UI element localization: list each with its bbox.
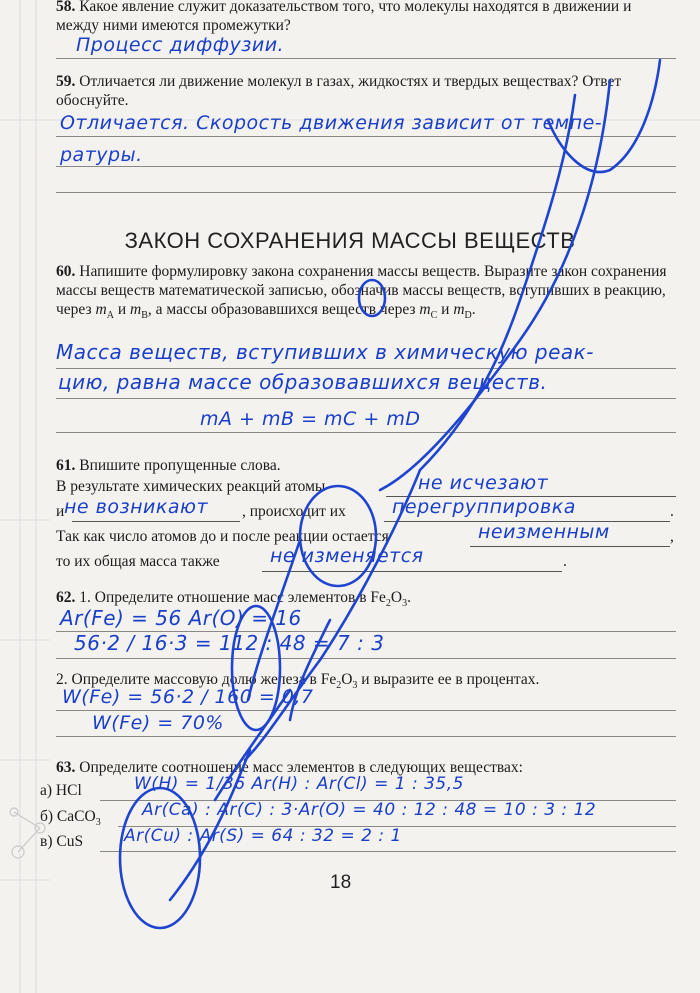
q60-and2: и [441,301,450,318]
answer-line [56,368,676,369]
q62-task2-text: 2. Определите массовую долю железа в Fe [56,671,337,688]
answer-line [56,432,676,433]
q60-answer-line1: Масса веществ, вступивших в химическую реак- [56,340,594,364]
q63-b-label [40,808,101,828]
q61-line1: В результате химических реакций атомы [56,478,326,495]
q60-and1: и [117,301,127,318]
q63-b-answer: Ar(Ca) : Ar(C) : 3·Ar(O) = 40 : 12 : 48 = 10 : 3 : 12 [142,800,597,820]
q62-task1-sub3: 3 [402,598,408,610]
answer-line [56,136,676,137]
q61-line3-end: , [670,528,674,545]
answer-line [56,58,676,59]
q59-answer-line1: Отличается. Скорость движения зависит от темпе- [60,112,603,134]
answer-line [56,736,676,737]
q63-text: Определите соотношение масс элементов в следующих веществах: [79,759,523,776]
q61-line4: то их общая масса также [56,553,220,570]
q60-formula: mA + mB = mC + mD [200,408,421,430]
q61-line4-end: . [563,553,567,570]
q60-period: . [471,301,476,318]
q62-ans1-line1: Ar(Fe) = 56 Ar(O) = 16 [60,606,302,630]
q62-ans2-line1: W(Fe) = 56·2 / 160 = 0,7 [62,686,314,708]
q62-task2-sub2: 2 [336,680,342,692]
q60-question [56,262,676,325]
answer-line [100,851,676,852]
q61-line2-end: . [670,503,674,520]
q60-number: 60. [56,263,76,280]
q60-text-part2: , а массы образовавшихся веществ через [147,301,416,318]
q61-instruction [56,456,676,475]
q62-task1-sub2: 2 [385,598,391,610]
q59-number: 59. [56,73,76,90]
q61-fill4: неизменным [478,521,610,543]
q61-fill2: не возникают [64,496,209,518]
answer-line [56,166,676,167]
q58-text: Какое явление служит доказательством того, что молекулы находятся в движении и между ними имеются промежутки? [56,0,632,34]
q58-answer: Процесс диффузии. [76,34,285,56]
q63-a-label: а) HCl [40,782,82,799]
q61-blank2 [72,521,240,522]
q63-b-label-text: б) CaCO [40,808,96,825]
q62-task1-text: 1. Определите отношение масс элементов в Fe [79,589,386,606]
q60-m-b: m [129,301,142,318]
q63-a-answer: W(H) = 1/36 Ar(H) : Ar(Cl) = 1 : 35,5 [134,774,464,794]
q61-instruction-text: Впишите пропущенные слова. [79,457,281,474]
q58-number: 58. [56,0,76,15]
q63-b-sub: 3 [95,817,101,829]
answer-line [56,658,676,659]
q62-task2-sub3: 3 [352,680,358,692]
q61-line2-a: и [56,503,65,520]
q59-text: Отличается ли движение молекул в газах, жидкостях и твердых веществах? Ответ обоснуйте. [56,73,622,109]
q61-fill5: не изменяется [270,545,424,567]
q63-c-label: в) CuS [40,833,84,850]
q59-answer-line2: ратуры. [60,144,143,166]
answer-line [56,192,676,193]
q60-sub-c: C [430,310,438,322]
section-title: ЗАКОН СОХРАНЕНИЯ МАССЫ ВЕЩЕСТВ [124,228,576,253]
q61-blank4 [470,546,670,547]
q60-text-part1: Напишите формулировку закона сохранения массы веществ. Выразите закон сохранения массы веществ математической записью, обозначив массы веществ, вступивших в реакцию, через [56,263,667,318]
q62-ans2-line2: W(Fe) = 70% [92,712,224,734]
q61-line2-b: , происходит их [242,503,346,520]
q60-m-a: m [95,301,107,318]
q63-c-answer: Ar(Cu) : Ar(S) = 64 : 32 = 2 : 1 [124,826,402,846]
q59-question [56,72,676,110]
q60-sub-a: A [106,310,114,322]
q60-answer-line2: цию, равна массе образовавшихся веществ. [58,370,548,394]
q61-blank5 [262,571,562,572]
q62-ans1-line2: 56·2 / 16·3 = 112 : 48 = 7 : 3 [74,631,385,655]
page-number: 18 [330,872,352,893]
answer-line [56,710,676,711]
q63-number: 63. [56,759,76,776]
q61-fill1: не исчезают [418,472,549,494]
q62-task1-end: . [407,589,411,606]
q60-sub-d: D [464,310,472,322]
q60-m-d: m [453,301,465,318]
q60-sub-b: B [141,310,148,322]
q62-number: 62. [56,589,76,606]
q62-task1-o: O [390,589,403,606]
q61-fill3: перегруппировка [392,496,576,518]
answer-line [56,398,676,399]
q58-question [56,0,676,35]
q60-m-c: m [419,301,431,318]
q61-number: 61. [56,457,76,474]
q62-task2-o: O [341,671,353,688]
q62-task2-end: и выразите ее в процентах. [361,671,540,688]
q61-line3: Так как число атомов до и после реакции остается [56,528,389,545]
